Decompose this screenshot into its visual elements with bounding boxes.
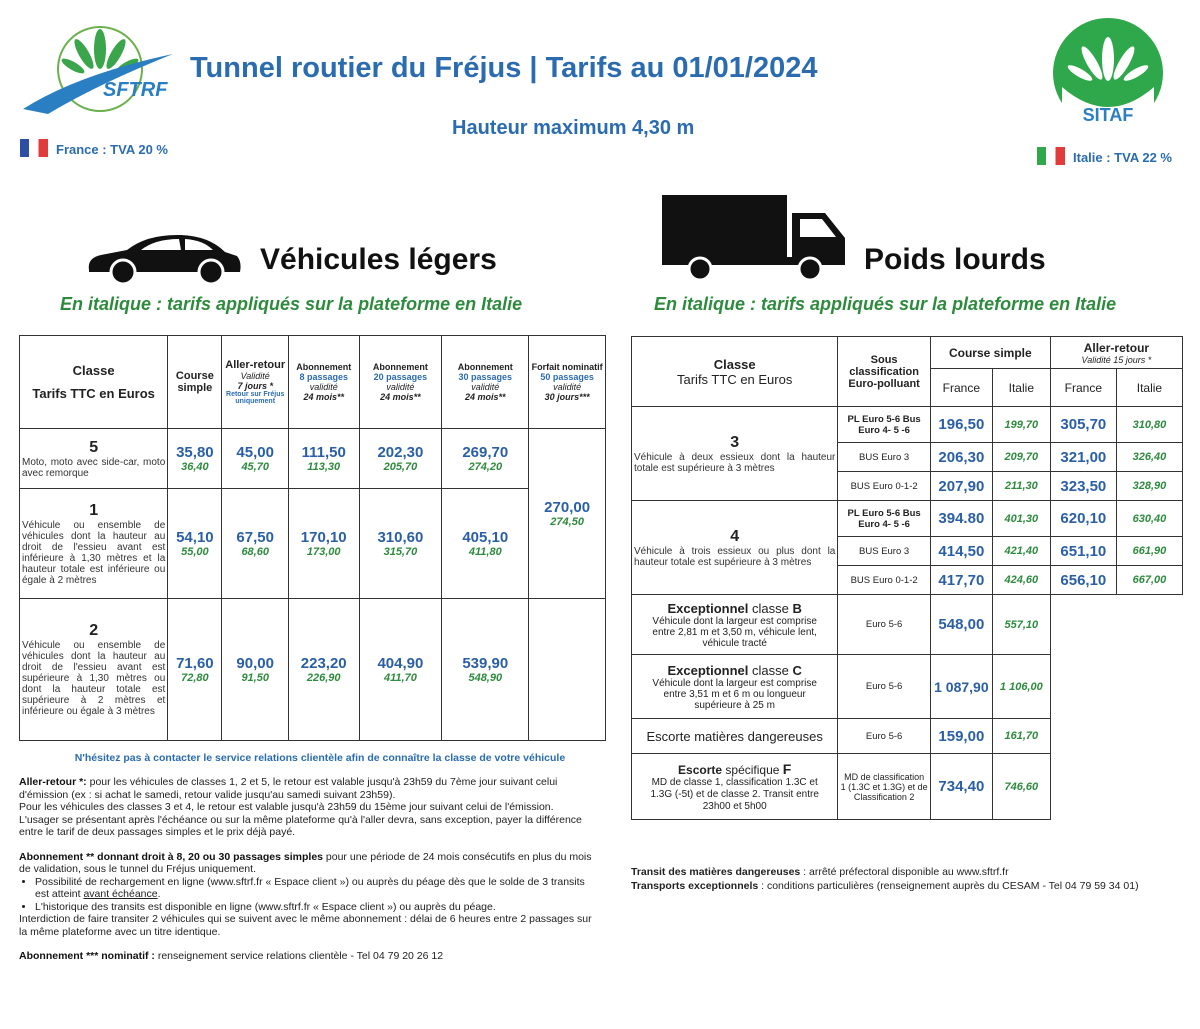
flag-france <box>20 139 48 157</box>
header-abo8-passages: 8 passages <box>299 372 348 382</box>
price-fr: 405,10 <box>462 529 509 546</box>
price-cell <box>1050 537 1116 566</box>
table-row <box>632 501 1183 537</box>
sitaf-logo-text: SITAF <box>1082 105 1134 125</box>
aller-retour-note <box>19 776 599 801</box>
header-abo20-label: Abonnement <box>372 362 428 372</box>
page-subtitle: Hauteur maximum 4,30 m <box>452 117 695 139</box>
class-title-word: classe <box>752 600 789 616</box>
price-cell <box>930 595 992 655</box>
price-it: 36,40 <box>181 461 209 473</box>
price-cell <box>168 429 222 489</box>
light-vehicles-table <box>19 335 606 741</box>
forfait-price-fr: 270,00 <box>544 499 591 516</box>
price-it: 411,70 <box>384 672 417 684</box>
price-cell <box>930 443 992 472</box>
price-fr: 207,90 <box>938 477 985 495</box>
table-row <box>632 719 1183 754</box>
header-abo30 <box>442 336 529 429</box>
class-number: 3 <box>730 433 740 451</box>
price-cell <box>288 429 359 489</box>
truck-icon <box>660 193 850 288</box>
price-it: 411,80 <box>468 546 502 558</box>
header-abo20 <box>359 336 442 429</box>
price-fr: 71,60 <box>176 655 214 672</box>
price-it: 113,30 <box>307 461 341 473</box>
price-cell <box>1116 407 1182 443</box>
price-it: 328,90 <box>1132 480 1167 492</box>
heavy-vehicles-title: Poids lourds <box>864 243 1046 276</box>
abonnement-note-label: Abonnement ** donnant droit à 8, 20 ou 30 passages simples <box>19 850 323 863</box>
price-cell <box>930 566 992 595</box>
header-aller-jours: 7 jours * <box>237 381 273 391</box>
header-forfait-label: Forfait nominatif <box>531 362 603 372</box>
price-cell <box>1050 566 1116 595</box>
header-course: Course simple <box>930 337 1050 369</box>
header-tarifs-label: Tarifs TTC en Euros <box>32 386 155 401</box>
price-it: 199,70 <box>1004 418 1039 431</box>
price-fr: 159,00 <box>938 727 985 745</box>
price-cell <box>1116 501 1182 537</box>
flag-italy <box>1037 147 1065 165</box>
car-icon <box>85 230 243 290</box>
price-cell <box>992 754 1050 820</box>
price-it: 548,90 <box>468 672 503 684</box>
transit-note-label: Transit des matières dangereuses <box>631 866 801 878</box>
heavy-italic-note: En italique : tarifs appliqués sur la plateforme en Italie <box>654 294 1117 314</box>
price-fr: 54,10 <box>176 529 214 546</box>
price-cell <box>288 489 359 599</box>
price-cell <box>442 489 529 599</box>
class-description: Moto, moto avec side-car, moto avec remorque <box>22 456 166 479</box>
escorte-title: Escorte matières dangereuses <box>632 719 838 754</box>
abonnement-note-text: pour une période de 24 mois consécutifs en plus du mois de validation, sous le tunnel du Fréjus uniquement. <box>19 850 592 875</box>
price-cell <box>930 472 992 501</box>
table-row <box>632 655 1183 719</box>
price-cell <box>992 407 1050 443</box>
header-aller-validite: Validité 15 jours * <box>1081 354 1152 365</box>
price-fr: 734,40 <box>938 778 985 795</box>
aller-retour-note-2: Pour les véhicules des classes 3 et 4, le retour est valable jusqu'à 23h59 du 15ème jour suivant celui de l'émission. <box>19 801 554 813</box>
contact-note: N'hésitez pas à contacter le service relations clientèle afin de connaître la classe de votre véhicule <box>74 752 566 764</box>
aller-retour-note-text: pour les véhicules de classes 1, 2 et 5, le retour est valable jusqu'à 23h59 du 7ème jour suivant celui d'émission (ex : si achat le samedi, retour valide jusqu'au samedi suivant 23h59). <box>19 776 558 801</box>
price-it: 421,40 <box>1004 545 1039 557</box>
header-ar-italie: Italie <box>1116 369 1182 407</box>
header-classe <box>632 337 838 407</box>
price-fr: 323,50 <box>1060 477 1107 495</box>
price-cell <box>442 599 529 741</box>
class-description: Véhicule ou ensemble de véhicules dont la hauteur au droit de l'essieu avant est inférieure à 1,30 mètres et la hauteur totale est inférieure ou égale à 2 mètres <box>22 519 166 586</box>
header-abo20-passages: 20 passages <box>373 372 428 382</box>
price-it: 226,90 <box>306 672 341 684</box>
header-abo8-label: Abonnement <box>296 362 352 372</box>
sftrf-logo-text: SFTRF <box>103 79 168 101</box>
price-cell <box>1050 472 1116 501</box>
class-number: 1 <box>89 501 99 519</box>
nominatif-note-label: Abonnement *** nominatif : <box>19 950 155 962</box>
header-course-italie: Italie <box>992 369 1050 407</box>
price-fr: 269,70 <box>462 444 509 461</box>
class-cell <box>20 489 168 599</box>
price-it: 91,50 <box>241 672 269 684</box>
class-letter: F <box>782 760 792 777</box>
sub-classification: Euro 5-6 <box>838 719 931 754</box>
price-fr: 67,50 <box>236 529 274 546</box>
price-fr: 417,70 <box>938 571 985 589</box>
abonnement-list <box>19 876 599 914</box>
price-fr: 90,00 <box>236 655 274 672</box>
price-it: 55,00 <box>181 546 209 558</box>
header-classe-label: Classe <box>72 363 115 378</box>
price-it: 667,00 <box>1132 574 1167 586</box>
sub-classification: BUS Euro 0-1-2 <box>838 472 931 501</box>
sub-classification: PL Euro 5-6 Bus Euro 4- 5 -6 <box>838 501 931 537</box>
class-description: Véhicule à deux essieux dont la hauteur totale est supérieure à 3 mètres <box>634 451 836 474</box>
price-fr: 1 087,90 <box>934 678 989 695</box>
class-title: Exceptionnel <box>667 600 749 616</box>
price-cell <box>930 407 992 443</box>
transit-note <box>631 866 1009 878</box>
price-cell <box>992 595 1050 655</box>
price-fr: 35,80 <box>176 444 214 461</box>
transport-note-text: : conditions particulières (renseignement auprès du CESAM - Tel 04 79 59 34 01) <box>758 880 1139 892</box>
price-it: 326,40 <box>1132 451 1167 463</box>
price-fr: 651,10 <box>1060 542 1107 560</box>
price-cell <box>930 501 992 537</box>
price-fr: 45,00 <box>236 444 274 461</box>
price-fr: 394.80 <box>938 510 985 527</box>
page-title: Tunnel routier du Fréjus | Tarifs au 01/01/2024 <box>190 52 818 84</box>
class-description: Véhicule à trois essieux ou plus dont la hauteur totale est supérieure à 3 mètres <box>634 545 836 568</box>
sitaf-logo <box>1052 17 1164 129</box>
header-forfait-validite: validité <box>553 382 582 392</box>
empty-cell <box>529 599 606 741</box>
sftrf-logo <box>18 14 178 126</box>
price-cell <box>222 599 288 741</box>
price-it: 1 106,00 <box>999 680 1043 693</box>
empty-cell <box>1050 655 1182 719</box>
italy-vat: Italie : TVA 22 % <box>1073 150 1172 165</box>
price-cell <box>168 489 222 599</box>
header-sous-classification: Sous classification Euro-polluant <box>838 337 931 407</box>
header-aller-retour-sur: Retour sur Fréjus uniquement <box>226 391 285 405</box>
price-cell <box>1116 443 1182 472</box>
price-it: 209,70 <box>1004 451 1039 463</box>
heavy-vehicles-table <box>631 336 1183 820</box>
class-cell <box>20 429 168 489</box>
header-aller <box>222 336 288 429</box>
transport-note <box>631 880 1139 892</box>
price-fr: 620,10 <box>1060 510 1107 527</box>
header-forfait <box>529 336 606 429</box>
price-fr: 202,30 <box>377 444 424 461</box>
class-title-word: spécifique <box>725 762 780 777</box>
price-cell <box>288 599 359 741</box>
price-cell <box>992 537 1050 566</box>
price-cell <box>359 489 442 599</box>
price-it: 315,70 <box>383 546 418 558</box>
forfait-cell <box>529 429 606 599</box>
class-cell <box>632 501 838 595</box>
sub-classification: BUS Euro 3 <box>838 537 931 566</box>
list-item: • Possibilité de rechargement en ligne (www.sftrf.fr « Espace client ») ou auprès du péage dès que le solde de 3 transits est atteint avant échéance. <box>35 876 599 901</box>
sub-classification: Euro 5-6 <box>838 655 931 719</box>
price-cell <box>992 472 1050 501</box>
transport-note-label: Transports exceptionnels <box>631 880 759 892</box>
sub-classification: PL Euro 5-6 Bus Euro 4- 5 -6 <box>838 407 931 443</box>
price-cell <box>930 754 992 820</box>
price-fr: 206,30 <box>938 448 985 466</box>
price-it: 72,80 <box>181 672 209 684</box>
price-cell <box>222 429 288 489</box>
class-cell <box>20 599 168 741</box>
price-cell <box>1116 537 1182 566</box>
price-fr: 321,00 <box>1060 448 1107 466</box>
header-classe <box>20 336 168 429</box>
class-description: MD de classe 1, classification 1.3C et 1.3G (-5t) et de classe 2. Transit entre 23h00 et 5h00 <box>650 776 819 812</box>
header-tarifs-label: Tarifs TTC en Euros <box>677 371 793 387</box>
class-description: Véhicule dont la largeur est comprise entre 3,51 m et 6 m ou longueur supérieure à 25 m <box>652 677 817 711</box>
header-forfait-passages: 50 passages <box>540 372 594 382</box>
header-abo30-mois: 24 mois** <box>465 392 506 402</box>
table-row <box>632 595 1183 655</box>
class-number: 4 <box>730 527 740 545</box>
header-forfait-jours: 30 jours*** <box>544 392 590 402</box>
price-it: 401,30 <box>1004 512 1039 525</box>
sub-classification: BUS Euro 3 <box>838 443 931 472</box>
header-abo30-label: Abonnement <box>457 362 513 372</box>
price-fr: 305,70 <box>1060 416 1107 433</box>
price-cell <box>992 501 1050 537</box>
class-letter: B <box>792 600 802 616</box>
sub-classification: MD de classification 1 (1.3C et 1.3G) et de Classification 2 <box>838 754 931 820</box>
table-row <box>20 599 606 741</box>
price-cell <box>359 429 442 489</box>
price-it: 205,70 <box>383 461 418 473</box>
class-description: Véhicule dont la largeur est comprise entre 2,81 m et 3,50 m, véhicule lent, véhicule tracté <box>652 615 817 649</box>
empty-cell <box>1050 595 1182 655</box>
price-fr: 414,50 <box>938 542 985 560</box>
header-aller-label: Aller-retour <box>225 359 286 371</box>
price-it: 557,10 <box>1004 618 1039 631</box>
header-course <box>168 336 222 429</box>
price-cell <box>992 443 1050 472</box>
interdiction-note: Interdiction de faire transiter 2 véhicules qui se suivent avec le même abonnement : délai de 6 heures entre 2 passages sur la même plateforme avec un titre identique. <box>19 913 592 938</box>
list-item: • L'historique des transits est disponible en ligne (www.sftrf.fr « Espace client ») ou auprès du péage. <box>35 901 599 914</box>
price-fr: 196,50 <box>938 416 985 433</box>
table-header-row <box>20 336 606 429</box>
empty-cell <box>1050 754 1182 820</box>
price-cell <box>359 599 442 741</box>
class-cell <box>632 407 838 501</box>
header-abo20-mois: 24 mois** <box>380 392 421 402</box>
header-abo30-validite: validité <box>471 382 500 392</box>
price-fr: 310,60 <box>377 529 424 546</box>
price-cell <box>1116 566 1182 595</box>
price-fr: 404,90 <box>377 655 424 672</box>
price-it: 68,60 <box>241 546 269 558</box>
aller-retour-note-3: L'usager se présentant après l'échéance ou sur la même plateforme qu'à l'aller devra, sans exception, payer la différence entre le tarif de deux passages simples et le prix déjà payé. <box>19 813 582 838</box>
class-number: 2 <box>89 622 99 639</box>
sub-classification: BUS Euro 0-1-2 <box>838 566 931 595</box>
class-letter: C <box>792 662 802 678</box>
price-cell <box>222 489 288 599</box>
nominatif-note-text: renseignement service relations clientèle - Tel 04 79 20 26 12 <box>154 950 444 962</box>
table-row <box>20 489 606 599</box>
price-fr: 223,20 <box>300 655 347 672</box>
abonnement-note <box>19 851 599 876</box>
table-row <box>632 754 1183 820</box>
header-aller-validite: Validité <box>240 371 270 381</box>
class-cell <box>632 595 838 655</box>
price-cell <box>1050 501 1116 537</box>
table-row <box>632 407 1183 443</box>
price-cell <box>992 655 1050 719</box>
table-header-row <box>632 337 1183 369</box>
header-classe-label: Classe <box>713 356 756 372</box>
header-abo8 <box>288 336 359 429</box>
notes-section <box>19 776 599 963</box>
price-it: 161,70 <box>1004 730 1039 742</box>
price-fr: 539,90 <box>462 655 509 672</box>
price-cell <box>1050 407 1116 443</box>
class-title-word: classe <box>752 662 789 678</box>
table-row <box>20 429 606 489</box>
class-title: Escorte <box>678 762 723 777</box>
france-vat: France : TVA 20 % <box>56 142 168 157</box>
price-cell <box>930 655 992 719</box>
price-cell <box>1116 472 1182 501</box>
price-it: 211,30 <box>1004 480 1038 492</box>
class-cell <box>632 754 838 820</box>
price-cell <box>930 537 992 566</box>
price-it: 424,60 <box>1004 574 1039 586</box>
price-cell <box>1050 443 1116 472</box>
price-fr: 111,50 <box>301 444 346 461</box>
nominatif-note <box>19 950 599 963</box>
header-ar-france: France <box>1050 369 1116 407</box>
light-italic-note: En italique : tarifs appliqués sur la plateforme en Italie <box>60 294 523 314</box>
price-cell <box>992 719 1050 754</box>
header-abo8-validite: validité <box>309 382 338 392</box>
price-it: 310,80 <box>1132 418 1167 431</box>
transit-note-text: : arrêté préfectoral disponible au www.sftrf.fr <box>800 866 1009 878</box>
header-course-label: Course simple <box>175 370 214 394</box>
aller-retour-note-label: Aller-retour *: <box>19 776 87 788</box>
header-course-france: France <box>930 369 992 407</box>
forfait-price-it: 274,50 <box>550 516 584 528</box>
price-fr: 548,00 <box>938 616 985 633</box>
header-abo8-mois: 24 mois** <box>303 392 344 402</box>
price-cell <box>992 566 1050 595</box>
price-cell <box>442 429 529 489</box>
price-cell <box>168 599 222 741</box>
header-aller-label: Aller-retour <box>1083 340 1150 355</box>
header-abo20-validite: validité <box>386 382 415 392</box>
price-it: 661,90 <box>1132 545 1167 557</box>
price-cell <box>930 719 992 754</box>
price-fr: 656,10 <box>1060 571 1107 589</box>
price-fr: 170,10 <box>300 529 347 546</box>
price-it: 630,40 <box>1132 512 1167 525</box>
class-cell <box>632 655 838 719</box>
price-it: 746,60 <box>1004 780 1039 793</box>
light-vehicles-title: Véhicules légers <box>260 243 497 276</box>
class-description: Véhicule ou ensemble de véhicules dont la hauteur au droit de l'essieu avant est supérieure à 1,30 mètres ou dont la hauteur totale est supérieure à 2 mètres et inférieure ou égale à 3 mètres <box>22 640 166 717</box>
empty-cell <box>1050 719 1182 754</box>
sub-classification: Euro 5-6 <box>838 595 931 655</box>
price-it: 274,20 <box>468 461 503 473</box>
class-number: 5 <box>89 438 99 456</box>
class-title: Exceptionnel <box>667 662 749 678</box>
price-it: 45,70 <box>241 461 269 473</box>
header-abo30-passages: 30 passages <box>458 372 513 382</box>
header-aller <box>1050 337 1182 369</box>
price-it: 173,00 <box>306 546 341 558</box>
